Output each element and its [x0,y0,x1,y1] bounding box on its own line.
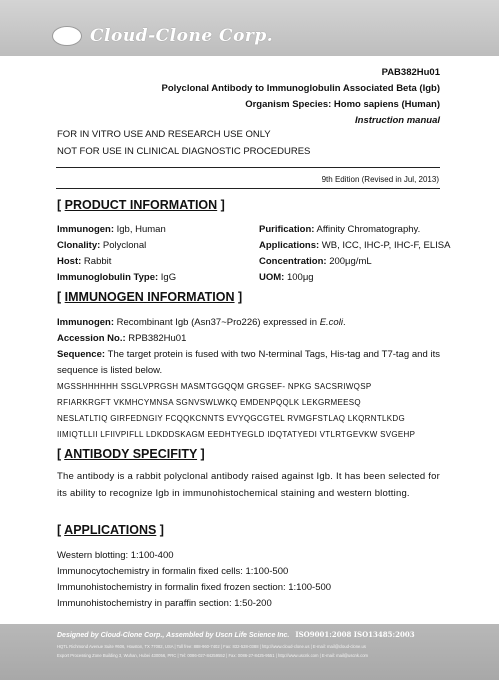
research-use-notice: FOR IN VITRO USE AND RESEARCH USE ONLY [57,129,271,140]
immunogen-field: Immunogen: Igb, Human [57,224,166,235]
application-item: Immunohistochemistry in paraffin section: 1:50-200 [57,598,272,609]
footer-credit: Designed by Cloud-Clone Corp., Assembled by Uscn Life Science Inc. ISO9001:2008 ISO13485:2003 [57,630,415,639]
logo-text: Cloud-Clone Corp. [90,26,274,46]
clonality-field: Clonality: Polyclonal [57,240,147,251]
applications-field: Applications: WB, ICC, IHC-P, IHC-F, ELISA [259,240,451,251]
sequence-line: RFIARKRGFT VKMHCYMNSA SGNVSWLWKQ EMDENPQQLK LEKGRMEESQ [57,398,361,407]
immunoglobulin-type-field: Immunoglobulin Type: IgG [57,272,177,283]
concentration-field: Concentration: 200μg/mL [259,256,372,267]
application-item: Western blotting: 1:100-400 [57,550,174,561]
application-item: Immunocytochemistry in formalin fixed cells: 1:100-500 [57,566,289,577]
organism-species: Organism Species: Homo sapiens (Human) [245,99,440,110]
immunogen-description: Immunogen: Recombinant Igb (Asn37~Pro226) expressed in E.coli. [57,317,346,328]
footer-address-us: HQTL Richmond Avenue Suite #606, Houston, TX 77082, USA | Toll free: 888-960-7402 | Fax: 832-538-0388 | http://www.cloud-clone.us | E-mail: mail@cloud-clone.us [57,644,366,649]
accession-number: Accession No.: RPB382Hu01 [57,333,187,344]
antibody-specificity-heading: [ ANTIBODY SPECIFITY ] [57,447,205,461]
iso-certification: ISO9001:2008 ISO13485:2003 [295,630,415,639]
applications-heading: [ APPLICATIONS ] [57,523,164,537]
host-field: Host: Rabbit [57,256,112,267]
sequence-line: MGSSHHHHHH SSGLVPRGSH MASMTGGQQM GRGSEF- NPKG SACSRIWQSP [57,382,372,391]
header-band [0,0,499,56]
sequence-line: IIMIQTLLII LFIIVPIFLL LDKDDSKAGM EEDHTYEGLD IDQTATYEDI VTLRTGEVKW SVGEHP [57,430,416,439]
product-title: Polyclonal Antibody to Immunoglobulin Associated Beta (Igb) [161,83,440,94]
footer-address-cn: Export Processing Zone Building 3, Wuhan, Hubei 430056, PRC | Tel: 0086-027-84259552 | Fax: 0086-27-8425-9551 | http://www.uscnk.com | E-mail: mail@uscnk.com [57,653,369,658]
clinical-use-notice: NOT FOR USE IN CLINICAL DIAGNOSTIC PROCEDURES [57,146,311,157]
divider-top [56,167,440,168]
divider-bottom [56,188,440,189]
sequence-line: NESLATLTIQ GIRFEDNGIY FCQQKCNNTS EVYQGCGTEL RVMGFSTLAQ LKQRNTLKDG [57,414,405,423]
company-logo [52,26,273,46]
purification-field: Purification: Affinity Chromatography. [259,224,421,235]
specificity-text: The antibody is a rabbit polyclonal antibody raised against Igb. It has been selected for its ability to recognize Igb in immunohistochemical staining and western blotting. [57,471,440,499]
application-item: Immunohistochemistry in formalin fixed frozen section: 1:100-500 [57,582,332,593]
sequence-description: Sequence: The target protein is fused with two N-terminal Tags, His-tag and T7-tag and its sequence is listed below. [57,349,440,376]
edition-label: 9th Edition (Revised in Jul, 2013) [321,175,439,184]
immunogen-information-heading: [ IMMUNOGEN INFORMATION ] [57,290,243,304]
cloud-logo-icon [52,26,82,46]
uom-field: UOM: 100μg [259,272,314,283]
product-information-heading: [ PRODUCT INFORMATION ] [57,198,225,212]
catalog-number: PAB382Hu01 [381,67,440,78]
instruction-manual-label: Instruction manual [355,115,440,126]
